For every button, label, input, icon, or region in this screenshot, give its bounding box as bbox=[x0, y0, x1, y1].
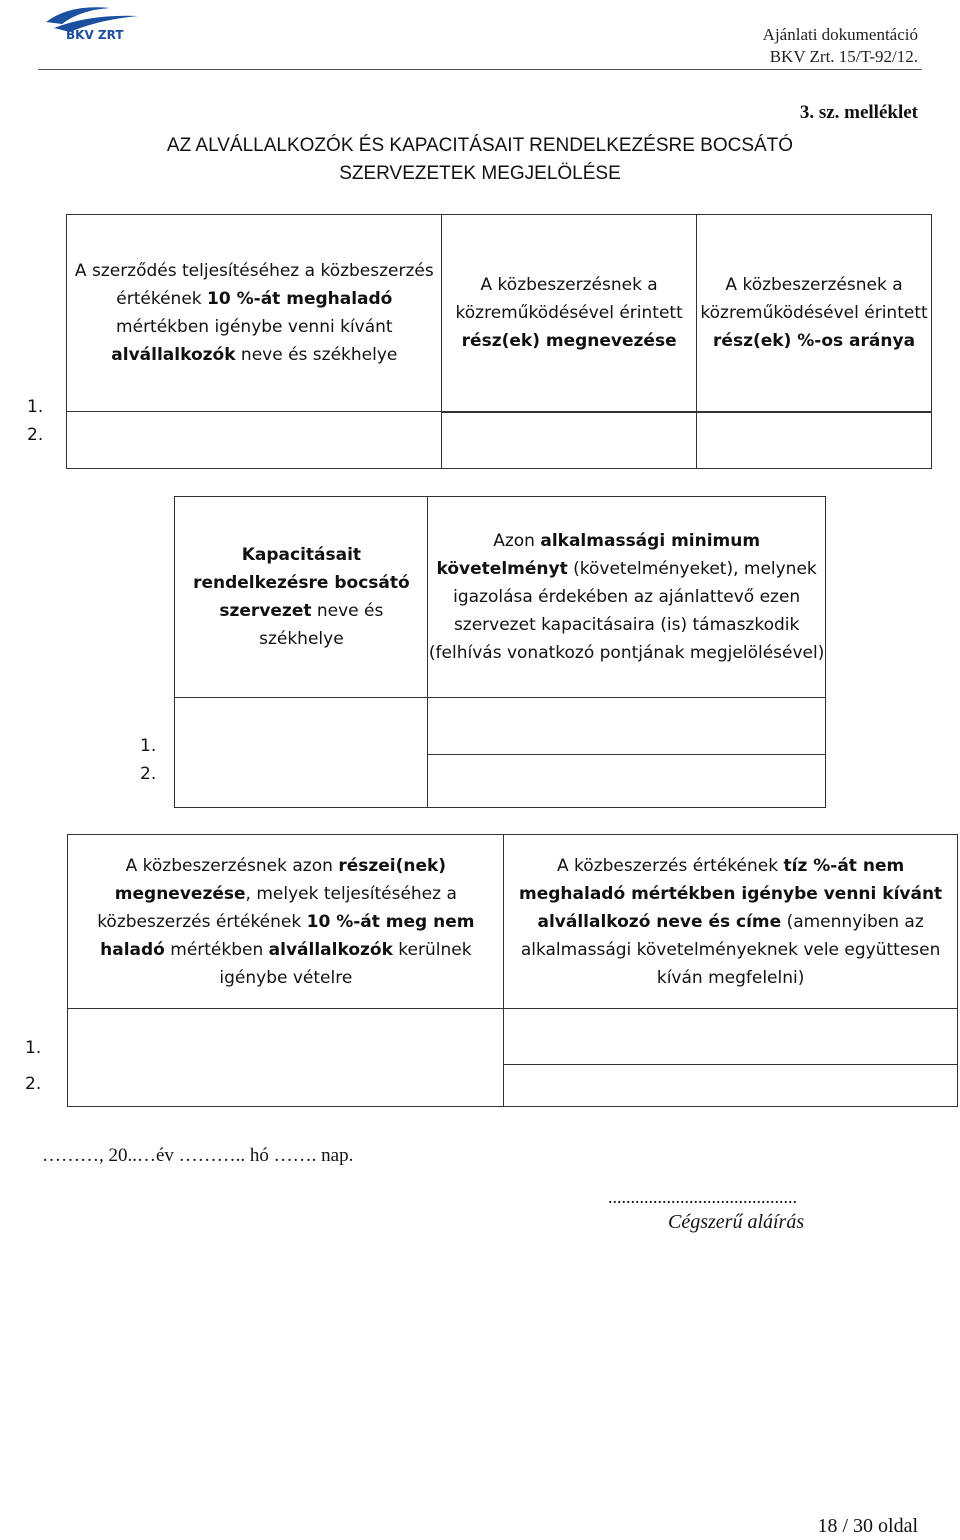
header-capacity-provider: Kapacitásait rendelkezésre bocsátó szervezet neve és székhelye bbox=[175, 497, 428, 698]
title-line-1: AZ ALVÁLLALKOZÓK ÉS KAPACITÁSAIT RENDELKEZÉSRE BOCSÁTÓ bbox=[166, 135, 794, 156]
subcontractor-table bbox=[27, 214, 932, 469]
cell-r2-c3[interactable] bbox=[697, 413, 932, 469]
header-divider bbox=[38, 69, 922, 70]
row-number-2: 2. bbox=[25, 1073, 42, 1094]
row-number-1: 1. bbox=[27, 396, 44, 417]
row-numbers bbox=[1, 835, 68, 1107]
cell-r1-c2[interactable] bbox=[428, 698, 826, 755]
header-affected-parts: A közbeszerzésnek a közreműködésével érintett rész(ek) megnevezése bbox=[442, 215, 697, 412]
page-title bbox=[0, 132, 960, 188]
cell-r1-c2[interactable] bbox=[504, 1009, 958, 1065]
cell-r2-c2[interactable] bbox=[504, 1065, 958, 1107]
minor-subcontractor-table bbox=[1, 834, 958, 1107]
header-minor-subcontractor-name: A közbeszerzés értékének tíz %-át nem meghaladó mértékben igénybe venni kívánt alvállalkozó neve és címe (amennyiben az alkalmassági követelményeknek vele együttesen kíván megfelelni) bbox=[504, 835, 958, 1009]
header-info bbox=[763, 24, 918, 68]
logo-text: BKV ZRT bbox=[66, 28, 124, 42]
signature-label: Cégszerű aláírás bbox=[668, 1211, 805, 1233]
row-numbers bbox=[27, 215, 67, 469]
capacity-provider-table bbox=[140, 496, 826, 808]
cell-r2-c2[interactable] bbox=[442, 413, 697, 469]
doc-type: Ajánlati dokumentáció bbox=[762, 25, 918, 44]
header-suitability-requirement: Azon alkalmassági minimum követelményt (követelményeket), melynek igazolása érdekében az ajánlattevő ezen szervezet kapacitásaira (is) támaszkodik (felhívás vonatkozó pontjának megjelölésével) bbox=[428, 497, 826, 698]
row-number-2: 2. bbox=[140, 764, 157, 784]
header-subcontractor-name: A szerződés teljesítéséhez a közbeszerzés értékének 10 %-át meghaladó mértékben igénybe venni kívánt alvállalkozók neve és székhelye bbox=[67, 215, 442, 412]
date-line: ………, 20..…év ……….. hó ……. nap. bbox=[42, 1145, 354, 1166]
row-number-1: 1. bbox=[25, 1037, 42, 1058]
doc-reference: BKV Zrt. 15/T-92/12. bbox=[769, 47, 918, 66]
header-parts-percentage: A közbeszerzésnek a közreműködésével érintett rész(ek) %-os aránya bbox=[697, 215, 932, 412]
cell-r1-c1[interactable] bbox=[68, 1009, 504, 1107]
signature-line: .......................................... bbox=[608, 1187, 797, 1207]
bkv-logo bbox=[40, 2, 144, 42]
cell-r1-c1[interactable] bbox=[67, 412, 442, 469]
row-numbers bbox=[140, 497, 175, 808]
cell-r2-c2[interactable] bbox=[428, 755, 826, 808]
row-number-1: 1. bbox=[140, 736, 157, 756]
header-minor-parts: A közbeszerzésnek azon részei(nek) megnevezése, melyek teljesítéséhez a közbeszerzés értékének 10 %-át meg nem haladó mértékben alvállalkozók kerülnek igénybe vételre bbox=[68, 835, 504, 1009]
row-number-2: 2. bbox=[27, 424, 44, 445]
page-number: 18 / 30 oldal bbox=[817, 1515, 918, 1537]
title-line-2: SZERVEZETEK MEGJELÖLÉSE bbox=[339, 163, 621, 184]
cell-r1-c1[interactable] bbox=[175, 698, 428, 808]
annex-label: 3. sz. melléklet bbox=[799, 102, 918, 123]
